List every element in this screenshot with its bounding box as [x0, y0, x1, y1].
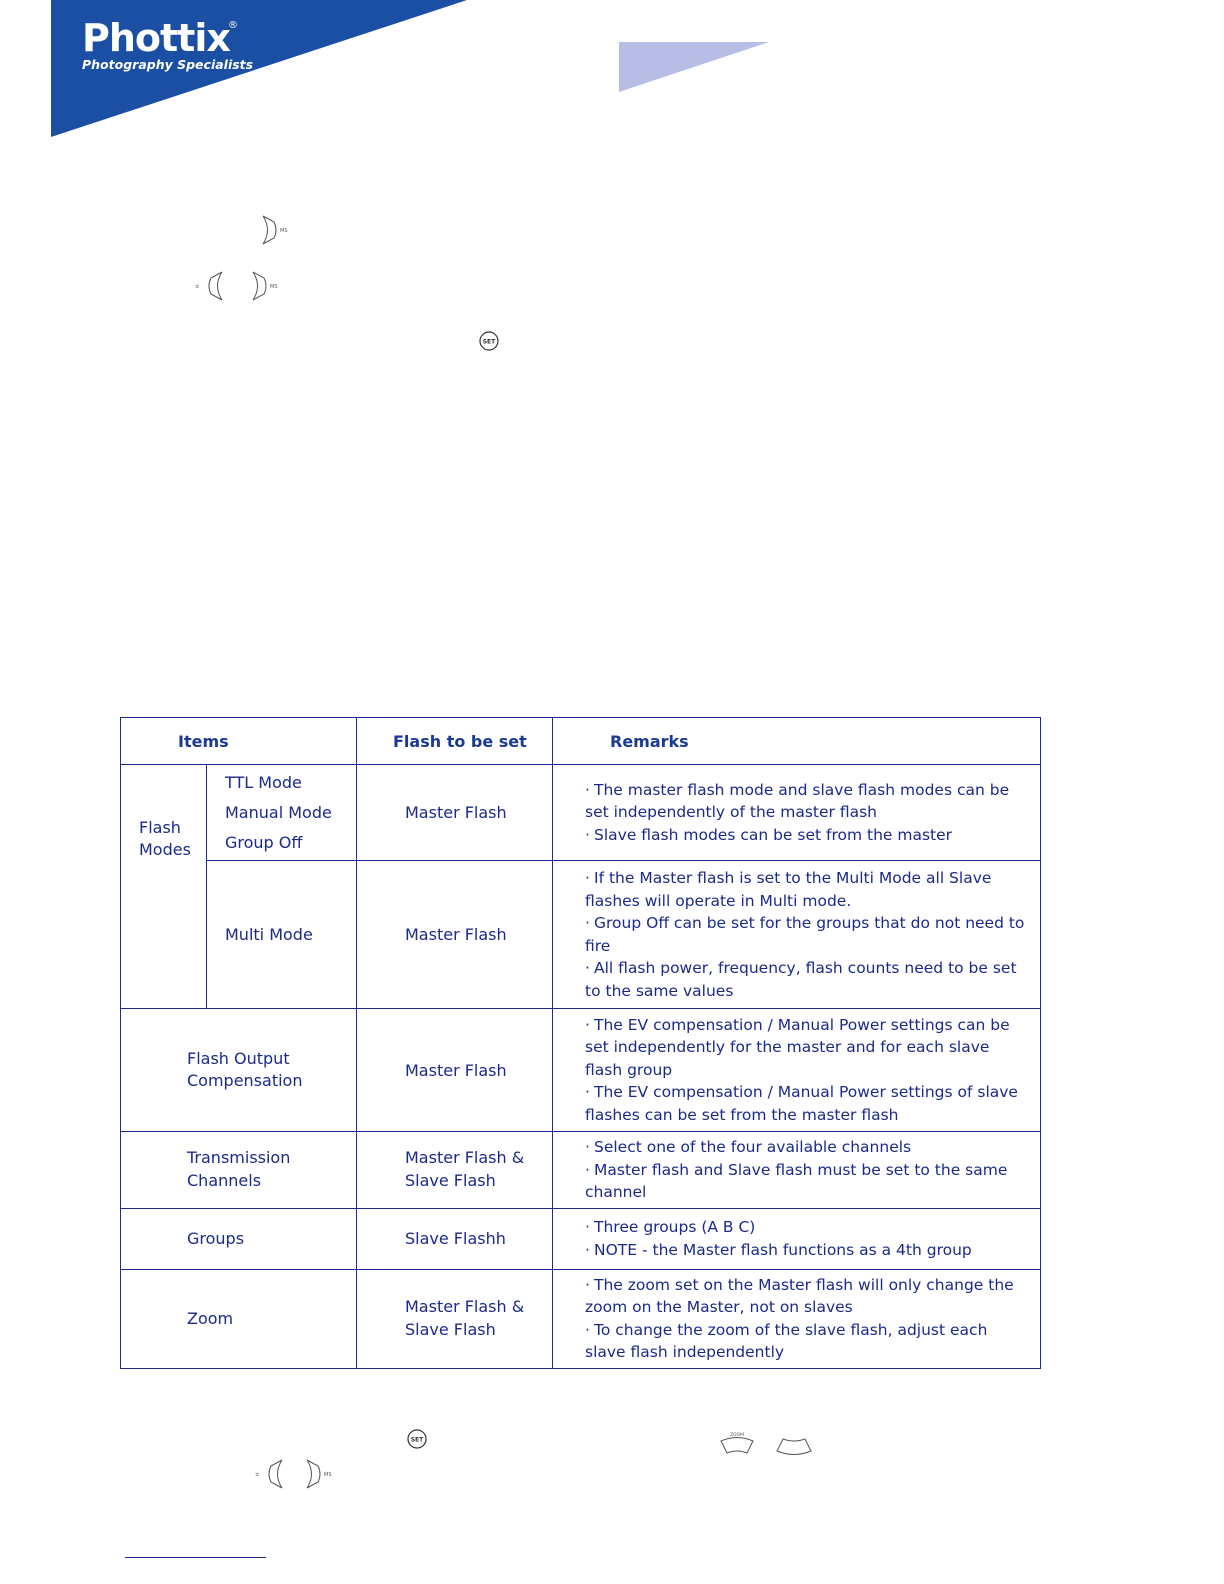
footer-rule: [125, 1557, 266, 1558]
svg-text:MS: MS: [270, 284, 278, 290]
header-flash-to-be-set: Flash to be set: [357, 718, 553, 765]
table-row: [121, 765, 1041, 861]
remarks-cell: · The zoom set on the Master flash will only change the zoom on the Master, not on slaves · To change the zoom of the slave flash, adjust each slave flash independently: [553, 1269, 1041, 1369]
flash-cell: Master Flash & Slave Flash: [357, 1132, 553, 1209]
registered-mark: ®: [228, 20, 238, 31]
list-item: TTL Mode: [225, 772, 302, 792]
remarks-cell: · The master flash mode and slave flash modes can be set independently of the master flash · Slave flash modes can be set from the master: [553, 765, 1041, 861]
mode-list: [207, 765, 357, 861]
brand-logo: Phottix: [82, 16, 230, 60]
item-cell: Flash Output Compensation: [121, 1009, 357, 1132]
table-row: [121, 1132, 1041, 1209]
svg-text:±: ±: [195, 284, 200, 290]
flash-modes-label: Flash Modes: [121, 765, 207, 1009]
accent-triangle: [619, 42, 769, 92]
dial-bottom-icon: [774, 1435, 814, 1461]
table-header-row: [121, 718, 1041, 765]
brand-tagline: Photography Specialists: [82, 57, 254, 72]
flash-cell: Master Flash: [357, 861, 553, 1009]
flash-cell: Master Flash: [357, 765, 553, 861]
table-row: [121, 1009, 1041, 1132]
flash-cell: Master Flash: [357, 1009, 553, 1132]
dial-left-icon: [254, 1458, 288, 1490]
remarks-cell: · The EV compensation / Manual Power settings can be set independently for the master and for each slave flash group · The EV compensation / Manual Power settings of slave flashes can be set from the master flash: [553, 1009, 1041, 1132]
dial-left-icon: [194, 270, 228, 302]
item-cell: Multi Mode: [207, 861, 357, 1009]
table-row: [121, 861, 1041, 1009]
remarks-cell: · Select one of the four available channels · Master flash and Slave flash must be set to the same channel: [553, 1132, 1041, 1209]
set-button-icon: [478, 330, 500, 352]
list-item: Group Off: [225, 832, 303, 852]
svg-text:±: ±: [255, 1472, 260, 1478]
header-items: Items: [121, 718, 357, 765]
list-item: Manual Mode: [225, 802, 332, 822]
item-cell: Zoom: [121, 1269, 357, 1369]
svg-text:SET: SET: [410, 1436, 424, 1444]
svg-text:MS: MS: [280, 228, 288, 234]
dial-right-icon: [248, 270, 282, 302]
item-cell: Transmission Channels: [121, 1132, 357, 1209]
svg-text:SET: SET: [482, 338, 496, 346]
flash-cell: Slave Flashh: [357, 1208, 553, 1269]
remarks-cell: · Three groups (A B C) · NOTE - the Master flash functions as a 4th group: [553, 1208, 1041, 1269]
dial-right-icon: [302, 1458, 336, 1490]
svg-text:ZOOM: ZOOM: [729, 1433, 745, 1438]
zoom-dial-icon: [718, 1431, 756, 1461]
flash-settings-table: [120, 717, 1041, 1369]
set-button-icon: [406, 1428, 428, 1450]
table-row: [121, 1269, 1041, 1369]
header-remarks: Remarks: [553, 718, 1041, 765]
table-row: [121, 1208, 1041, 1269]
dial-right-icon: [258, 214, 292, 246]
flash-cell: Master Flash & Slave Flash: [357, 1269, 553, 1369]
svg-text:MS: MS: [324, 1472, 332, 1478]
remarks-cell: · If the Master flash is set to the Multi Mode all Slave flashes will operate in Multi mode. · Group Off can be set for the groups that do not need to fire · All flash power, frequency, flash counts need to be set to the same values: [553, 861, 1041, 1009]
item-cell: Groups: [121, 1208, 357, 1269]
